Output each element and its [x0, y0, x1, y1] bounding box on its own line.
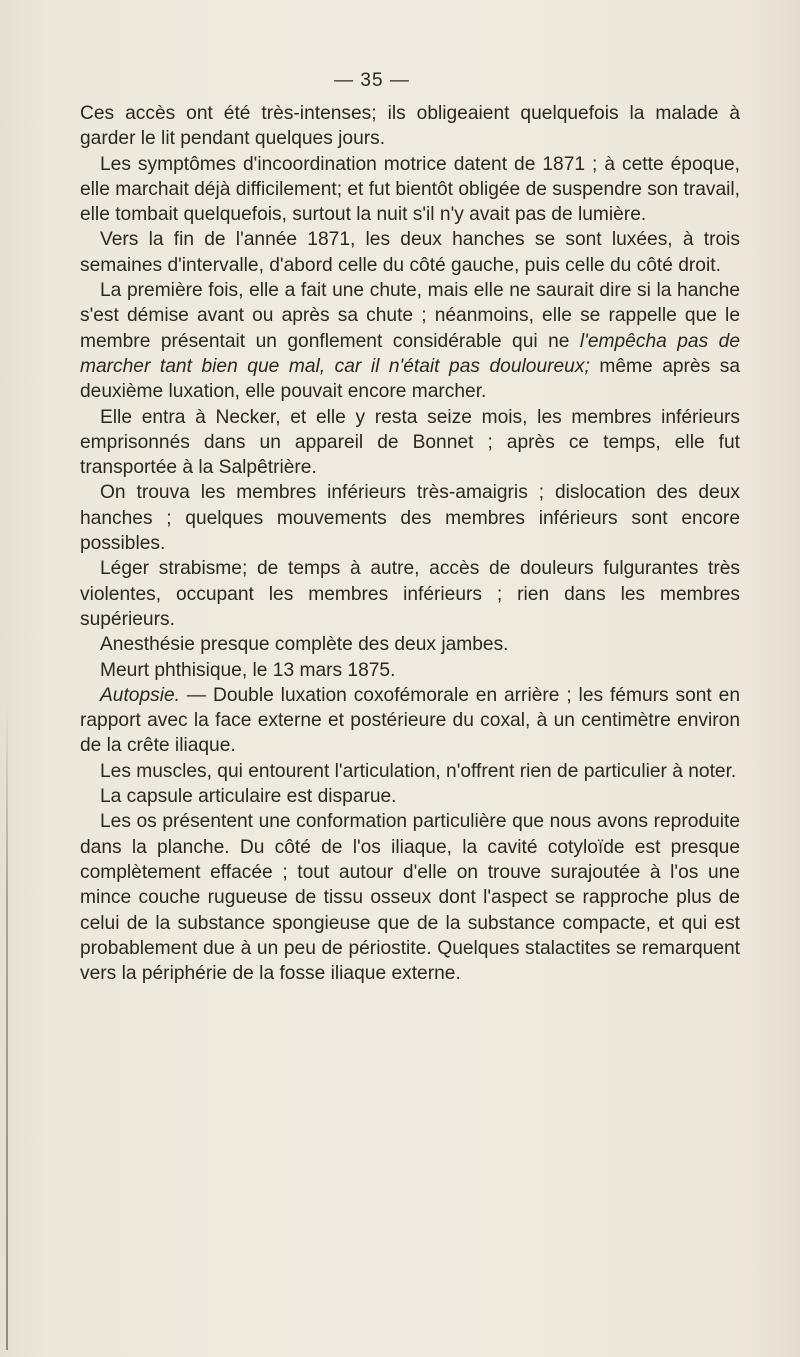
- paragraph: [80, 278, 740, 404]
- paragraph: Meurt phthisique, le 13 mars 1875.: [100, 659, 396, 681]
- paragraph: On trouva les membres inférieurs très-amaigris ; dislocation des deux hanches ; quelques mouvements des membres inférieurs sont encore possibles.: [80, 482, 740, 555]
- paragraph: Ces accès ont été très-intenses; ils obligeaient quelquefois la malade à garder le lit pendant quelques jours.: [80, 103, 740, 150]
- paragraph: Anesthésie presque complète des deux jambes.: [100, 634, 509, 656]
- section-label: Autopsie.: [100, 684, 181, 706]
- paragraph: Les muscles, qui entourent l'articulation, n'offrent rien de particulier à noter.: [100, 760, 737, 782]
- paragraph: Elle entra à Necker, et elle y resta seize mois, les membres inférieurs emprisonnés dans un appareil de Bonnet ; après ce temps, elle fut transportée à la Salpêtrière.: [80, 406, 740, 479]
- paragraph-text: même après sa deuxième luxation, elle pouvait encore marcher.: [80, 355, 740, 403]
- paragraph: Léger strabisme; de temps à autre, accès de douleurs fulgurantes très violentes, occupant les membres inférieurs ; rien dans les membres supérieurs.: [80, 558, 740, 630]
- paragraph: Vers la fin de l'année 1871, les deux hanches se sont luxées, à trois semaines d'intervalle, d'abord celle du côté gauche, puis celle du côté droit.: [80, 229, 740, 276]
- paragraph: Les symptômes d'incoordination motrice datent de 1871 ; à cette époque, elle marchait déjà difficilement; et fut bientôt obligée de suspendre son travail, elle tombait quelquefois, surtout la nuit s'il n'y avait pas de lumière.: [80, 153, 740, 226]
- page-number: — 35 —: [334, 70, 410, 91]
- paragraph-text: La première fois, elle a fait une chute, mais elle ne saurait dire si la hanche s'est démise avant ou après sa chute ; néanmoins, elle se rappelle que le membre présentait un gonflement considérable qui ne: [80, 280, 740, 352]
- paragraph: La capsule articulaire est disparue.: [100, 786, 397, 808]
- paragraph: Les os présentent une conformation particulière que nous avons reproduite dans la planche. Du côté de l'os iliaque, la cavité cotyloïde est presque complètement effacée ; tout autour d'elle on trouve surajoutée à l'os une mince couche rugueuse de tissu osseux dont l'aspect se rapproche plus de celui de la substance spongieuse que de la substance compacte, et qui est probablement due à un peu de périostite. Quelques stalactites se remarquent vers la périphérie de la fosse iliaque externe.: [80, 811, 740, 985]
- body-text: [80, 101, 740, 986]
- italic-text: l'empêcha pas de marcher tant bien que mal, car il n'était pas douloureux;: [80, 330, 740, 377]
- paragraph-text: — Double luxation coxofémorale en arrière ; les fémurs sont en rapport avec la face externe et postérieure du coxal, à un centimètre environ de la crête iliaque.: [80, 684, 740, 757]
- page-edge-shadow: [6, 700, 8, 1350]
- paragraph: [80, 683, 740, 759]
